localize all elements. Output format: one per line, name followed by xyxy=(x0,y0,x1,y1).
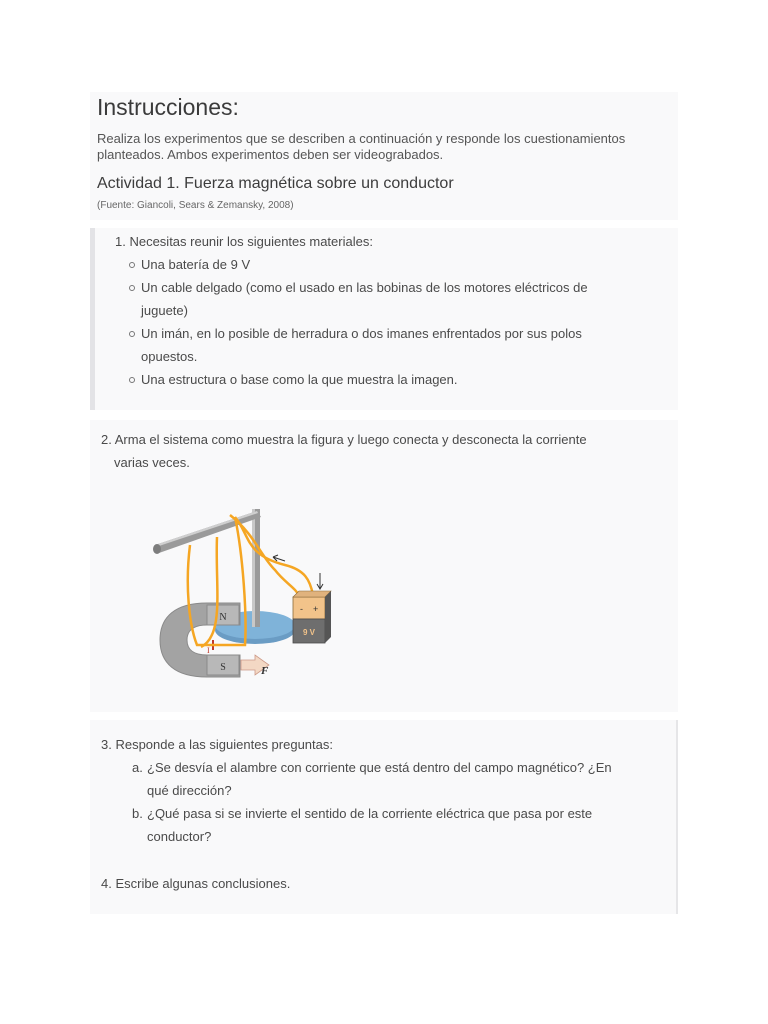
material-line-continued: juguete) xyxy=(141,303,188,318)
material-item xyxy=(141,368,458,391)
material-line: Un cable delgado (como el usado en las bobinas de los motores eléctricos de xyxy=(141,280,588,295)
current-direction-arrow xyxy=(273,555,285,561)
north-label: N xyxy=(219,612,227,623)
bullet-icon xyxy=(129,262,135,268)
material-line: Una estructura o base como la que muestra la imagen. xyxy=(141,372,458,387)
bar-end xyxy=(153,544,161,554)
current-label: I xyxy=(207,646,210,655)
experiment-diagram xyxy=(145,495,345,690)
wire-to-battery-plus xyxy=(235,517,313,595)
intro-text: Realiza los experimentos que se describen a continuación y responde los cuestionamientos planteados. Ambos experimentos deben ser videograbados. xyxy=(97,131,626,162)
material-line: Un imán, en lo posible de herradura o dos imanes enfrentados por sus polos xyxy=(141,326,582,341)
bullet-icon xyxy=(129,377,135,383)
page-title: Instrucciones: xyxy=(97,94,239,120)
bullet-icon xyxy=(129,331,135,337)
force-label: F xyxy=(261,665,269,677)
question-marker: a. xyxy=(132,760,143,775)
question-line-continued: qué dirección? xyxy=(147,783,232,798)
activity-title: Actividad 1. Fuerza magnética sobre un conductor xyxy=(97,175,454,192)
battery-top-face xyxy=(293,591,331,597)
rod-highlight xyxy=(252,509,255,627)
question-line-continued: conductor? xyxy=(147,829,212,844)
material-item xyxy=(141,322,582,368)
material-item xyxy=(141,276,588,322)
step-3-text: 3. Responde a las siguientes preguntas: xyxy=(101,737,333,752)
battery-minus: - xyxy=(300,604,303,614)
step-1-text: 1. Necesitas reunir los siguientes materiales: xyxy=(115,234,373,249)
south-label: S xyxy=(220,662,226,673)
material-item xyxy=(141,253,250,276)
question-line: ¿Se desvía el alambre con corriente que está dentro del campo magnético? ¿En xyxy=(147,760,612,775)
step-2-line-continued: varias veces. xyxy=(114,455,190,470)
question-item xyxy=(132,756,612,802)
battery-top xyxy=(293,597,325,619)
question-item xyxy=(132,802,593,848)
bullet-icon xyxy=(129,285,135,291)
step-2-text xyxy=(101,428,587,474)
battery-label: 9 V xyxy=(302,628,316,637)
material-line: Una batería de 9 V xyxy=(141,257,251,272)
battery-plus: + xyxy=(313,604,319,614)
question-line: ¿Qué pasa si se invierte el sentido de la corriente eléctrica que pasa por este xyxy=(147,806,593,821)
step-4-text: 4. Escribe algunas conclusiones. xyxy=(101,876,291,891)
source-citation: (Fuente: Giancoli, Sears & Zemansky, 2008) xyxy=(97,200,294,211)
material-line-continued: opuestos. xyxy=(141,349,198,364)
step-2-line: 2. Arma el sistema como muestra la figura y luego conecta y desconecta la corriente xyxy=(101,432,587,447)
question-marker: b. xyxy=(132,806,143,821)
wire-side xyxy=(201,537,217,647)
battery-side-face xyxy=(325,591,331,643)
switch-arrow xyxy=(317,573,323,589)
